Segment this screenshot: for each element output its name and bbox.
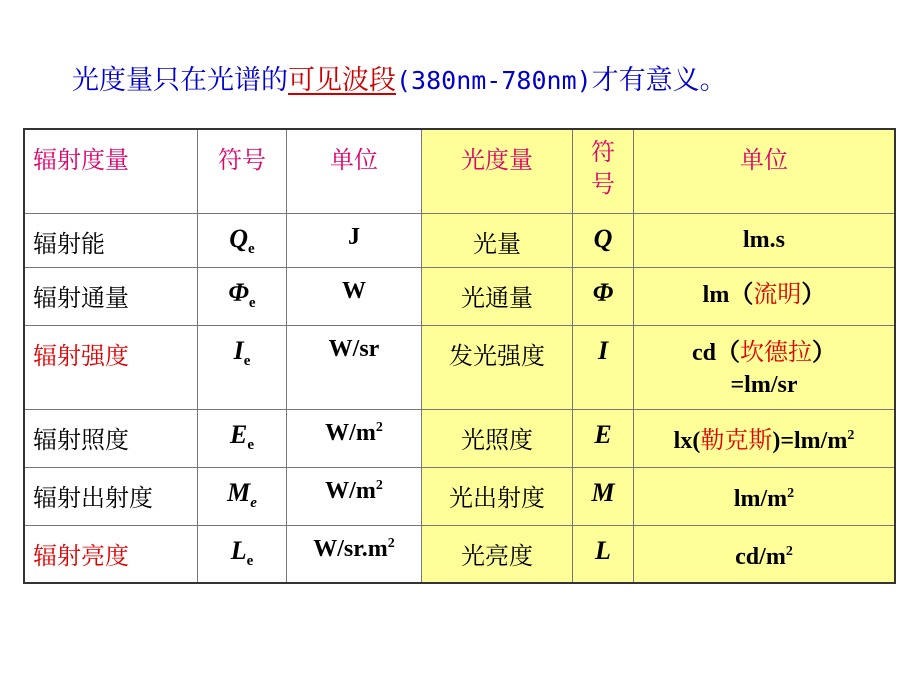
header-symbol2-cell: [573, 129, 634, 213]
photometric-unit-cell: [634, 467, 896, 525]
photometric-cell: [422, 325, 573, 409]
photo-unit: lm/m: [733, 485, 788, 512]
photometric-symbol: Q: [593, 223, 613, 253]
table-row: [24, 525, 895, 583]
symbol-subscript: e: [250, 494, 257, 511]
photometric-symbol-cell: [573, 467, 634, 525]
photo-unit-sup: 2: [785, 543, 793, 559]
photo-unit-sup: 2: [787, 485, 795, 501]
header-symbol-cell: [198, 129, 287, 213]
radiometric-symbol-cell: [198, 325, 287, 409]
radiometric-symbol-cell: [198, 213, 287, 267]
radiometric-cell: [24, 325, 198, 409]
photo-unit: lx(: [673, 427, 701, 454]
table-row: [24, 467, 895, 525]
photometric-symbol: E: [594, 419, 612, 449]
rad-unit: W/m: [325, 419, 376, 446]
header-symbol: 符号: [218, 146, 266, 174]
photometric-name: 光通量: [461, 283, 533, 312]
rad-unit: W: [342, 277, 366, 304]
photo-unit: cd/m: [735, 543, 786, 570]
radiometric-name: 辐射照度: [33, 425, 129, 454]
table-row: [24, 213, 895, 267]
radiometric-cell: [24, 213, 198, 267]
photo-unit: cd（: [692, 339, 740, 366]
header-radiometric-cell: [24, 129, 198, 213]
photo-unit-tail: ）: [812, 339, 836, 366]
header-radiometric: 辐射度量: [33, 146, 129, 174]
title-range: (380nm-780nm): [396, 66, 592, 95]
symbol-base: E: [229, 419, 248, 449]
photometric-symbol-cell: [573, 409, 634, 467]
symbol-base: Q: [229, 223, 249, 253]
photometric-name: 光照度: [461, 425, 533, 454]
title-text-1: 光度量只在光谱的: [72, 65, 288, 96]
photometric-cell: [422, 213, 573, 267]
table-row: [24, 409, 895, 467]
rad-unit-sup: 2: [375, 477, 383, 493]
photometric-unit-cell: [634, 267, 896, 325]
photometric-unit: [634, 410, 894, 457]
symbol-subscript: e: [248, 240, 255, 257]
photo-unit-note: 流明: [753, 279, 802, 308]
rad-unit: W/sr.m: [313, 535, 388, 562]
symbol-subscript: e: [243, 352, 251, 369]
photometric-name: 光亮度: [461, 541, 533, 570]
photometric-symbol: Φ: [592, 277, 614, 307]
radiometric-symbol: [198, 526, 286, 570]
header-symbol2-line1: 符: [591, 138, 615, 166]
photometric-symbol-cell: [573, 213, 634, 267]
radiometric-unit-cell: [287, 409, 422, 467]
photometric-cell: [422, 467, 573, 525]
radiometric-symbol: [198, 268, 286, 312]
rad-unit-sup: 2: [387, 535, 395, 551]
header-unit2: 单位: [740, 146, 788, 174]
photometric-name: 光量: [473, 229, 521, 258]
radiometric-name: 辐射通量: [33, 283, 129, 312]
photometric-symbol: I: [597, 335, 609, 365]
radiometric-unit-cell: [287, 467, 422, 525]
radiometric-unit: [287, 214, 421, 251]
radiometric-symbol: [198, 468, 286, 512]
rad-unit-sup: 2: [375, 419, 383, 435]
header-symbol2-line2: 号: [591, 170, 615, 198]
radiometric-cell: [24, 467, 198, 525]
photo-unit-line2: =lm/sr: [730, 371, 798, 398]
radiometric-unit: [287, 268, 421, 305]
header-photometric: 光度量: [461, 146, 533, 174]
header-unit2-cell: [634, 129, 896, 213]
symbol-base: I: [233, 335, 244, 365]
quantities-table: [23, 128, 896, 584]
radiometric-cell: [24, 525, 198, 583]
photometric-symbol-cell: [573, 267, 634, 325]
photometric-unit-cell: [634, 325, 896, 409]
photometric-unit: [634, 526, 894, 573]
radiometric-unit-cell: [287, 267, 422, 325]
rad-unit: W/sr: [328, 335, 380, 362]
radiometric-name: 辐射出射度: [33, 483, 153, 512]
header-unit-cell: [287, 129, 422, 213]
header-unit: 单位: [330, 146, 378, 174]
photo-unit: lm.s: [743, 226, 785, 253]
radiometric-symbol-cell: [198, 467, 287, 525]
photometric-cell: [422, 267, 573, 325]
photometric-unit: [634, 468, 894, 515]
rad-unit: J: [348, 223, 360, 250]
photo-unit-tail: )=lm/m: [772, 427, 848, 454]
photometric-cell: [422, 525, 573, 583]
photometric-cell: [422, 409, 573, 467]
title-text-2: 才有意义。: [591, 65, 727, 96]
photo-unit-note: 坎德拉: [740, 337, 812, 366]
photometric-unit-cell: [634, 409, 896, 467]
photo-unit-tail: ）: [801, 281, 826, 308]
radiometric-unit: [287, 410, 421, 447]
photometric-symbol-cell: [573, 525, 634, 583]
photometric-symbol: M: [591, 477, 615, 507]
radiometric-unit: [287, 526, 421, 563]
radiometric-unit-cell: [287, 213, 422, 267]
radiometric-cell: [24, 409, 198, 467]
photometric-unit: [634, 326, 894, 401]
photometric-name: 发光强度: [449, 341, 545, 370]
radiometric-name: 辐射亮度: [33, 541, 129, 570]
radiometric-unit-cell: [287, 325, 422, 409]
photometric-symbol-cell: [573, 325, 634, 409]
radiometric-name: 辐射强度: [33, 341, 129, 370]
radiometric-symbol: [198, 326, 286, 370]
slide-title: [72, 58, 727, 97]
photo-unit: lm（: [702, 281, 754, 308]
table-row: [24, 267, 895, 325]
table-row: [24, 325, 895, 409]
radiometric-cell: [24, 267, 198, 325]
radiometric-unit: [287, 468, 421, 505]
radiometric-symbol-cell: [198, 267, 287, 325]
rad-unit: W/m: [325, 477, 376, 504]
symbol-base: L: [230, 535, 247, 565]
photo-unit-tail-sup: 2: [847, 427, 855, 443]
photo-unit-note: 勒克斯: [700, 425, 773, 454]
radiometric-unit-cell: [287, 525, 422, 583]
photometric-unit-cell: [634, 525, 896, 583]
radiometric-symbol: [198, 410, 286, 454]
radiometric-symbol-cell: [198, 409, 287, 467]
radiometric-symbol-cell: [198, 525, 287, 583]
title-highlight: 可见波段: [288, 65, 396, 96]
photometric-unit: [634, 268, 894, 311]
photometric-symbol: L: [595, 535, 611, 565]
header-row: [24, 129, 895, 213]
symbol-base: Φ: [228, 277, 249, 307]
photometric-unit: [634, 214, 894, 256]
photometric-unit-cell: [634, 213, 896, 267]
symbol-subscript: e: [246, 552, 254, 569]
symbol-base: M: [227, 477, 251, 507]
radiometric-symbol: [198, 214, 286, 258]
symbol-subscript: e: [247, 436, 254, 453]
radiometric-name: 辐射能: [33, 229, 105, 258]
header-photometric-cell: [422, 129, 573, 213]
radiometric-unit: [287, 326, 421, 363]
photometric-name: 光出射度: [449, 483, 545, 512]
symbol-subscript: e: [248, 294, 256, 311]
